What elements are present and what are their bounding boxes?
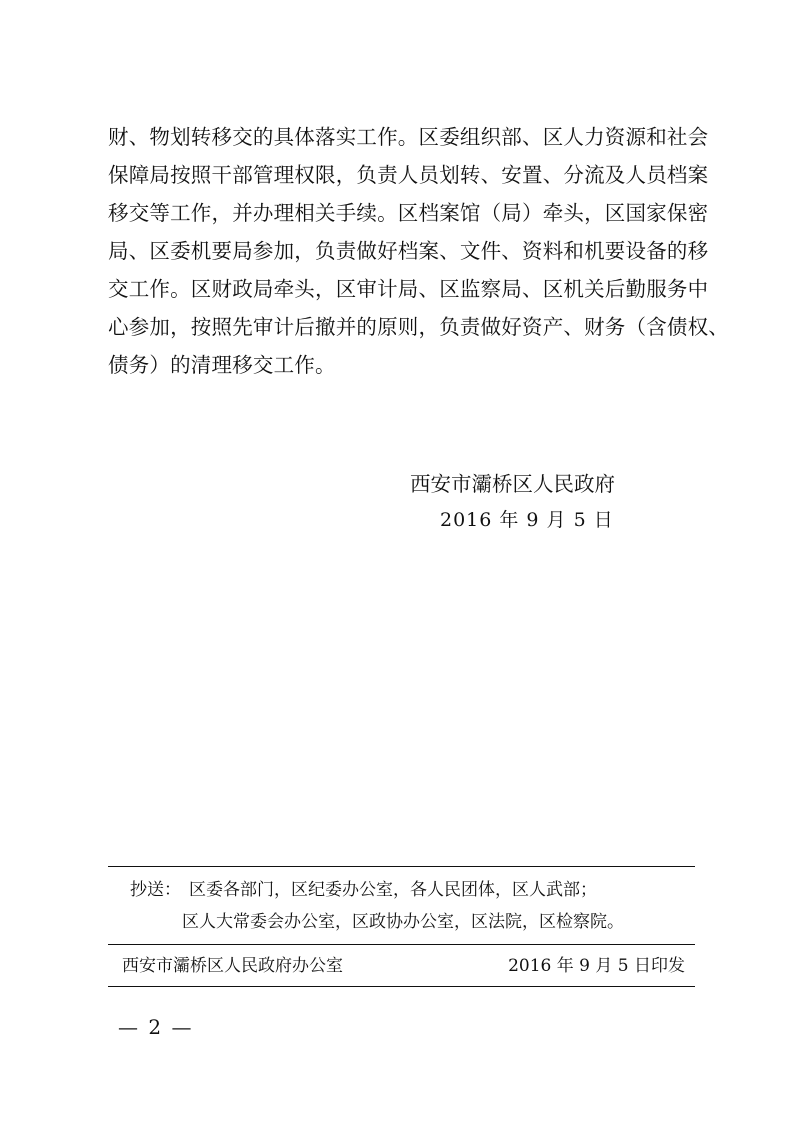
body-line: 移交等工作，并办理相关手续。区档案馆（局）牵头，区国家保密 bbox=[108, 201, 709, 225]
footer-bottom-rule bbox=[108, 986, 695, 987]
cc-recipients-1: 区委各部门，区纪委办公室，各人民团体，区人武部； bbox=[189, 880, 597, 900]
body-text bbox=[108, 118, 729, 384]
signature-date: 2016 年 9 月 5 日 bbox=[440, 509, 614, 531]
issuing-organization: 西安市灞桥区人民政府 bbox=[410, 472, 615, 496]
cc-label: 抄送： bbox=[130, 880, 181, 900]
body-line: 局、区委机要局参加，负责做好档案、文件、资料和机要设备的移 bbox=[108, 239, 709, 263]
body-line: 债务）的清理移交工作。 bbox=[108, 353, 336, 377]
body-line: 财、物划转移交的具体落实工作。区委组织部、区人力资源和社会 bbox=[108, 125, 709, 149]
issue-row bbox=[108, 945, 695, 986]
page-number: — 2 — bbox=[118, 1015, 194, 1039]
issue-date: 2016 年 9 月 5 日印发 bbox=[508, 956, 685, 976]
body-line: 保障局按照干部管理权限，负责人员划转、安置、分流及人员档案 bbox=[108, 163, 709, 187]
body-line: 交工作。区财政局牵头，区审计局、区监察局、区机关后勤服务中 bbox=[108, 277, 709, 301]
cc-line-1 bbox=[130, 878, 597, 902]
cc-section bbox=[108, 867, 695, 944]
cc-recipients-2: 区人大常委会办公室，区政协办公室，区法院，区检察院。 bbox=[182, 912, 624, 932]
document-footer bbox=[108, 866, 695, 987]
issuer-office: 西安市灞桥区人民政府办公室 bbox=[122, 956, 343, 976]
body-line: 心参加，按照先审计后撤并的原则，负责做好资产、财务（含债权、 bbox=[108, 315, 729, 339]
signature-block bbox=[410, 466, 670, 538]
